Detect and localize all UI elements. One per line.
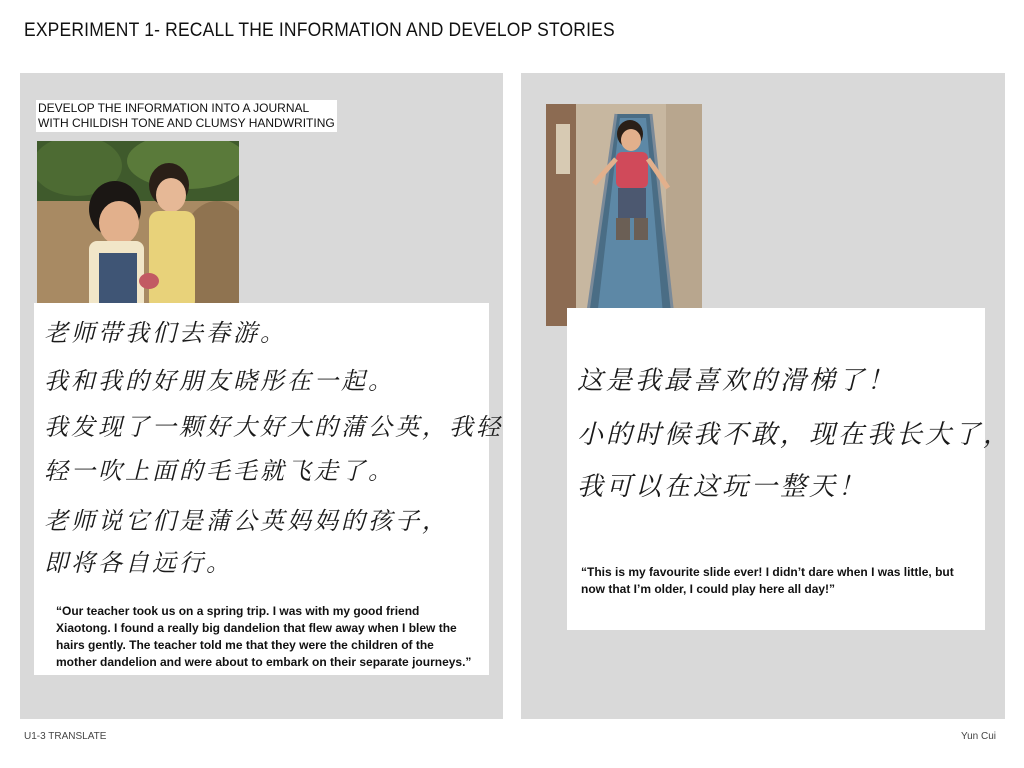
instruction-line-1: DEVELOP THE INFORMATION INTO A JOURNAL [38,101,310,115]
left-journal-card [34,303,503,675]
handwriting-line: 小的时候我不敢，现在我长大了， [577,420,1013,450]
handwriting-line: 我发现了一颗好大好大的蒲公英，我轻 [44,413,503,441]
handwriting-line: 即将各自远行。 [44,549,233,577]
handwriting-line: 这是我最喜欢的滑梯了！ [577,366,897,396]
handwriting-line: 我和我的好朋友晓彤在一起。 [44,367,395,395]
english-translation: “This is my favourite slide ever! I didn’t dare when I was little, but now that I’m older, I could play here all day!” [581,565,954,596]
instruction-line-2: WITH CHILDISH TONE AND CLUMSY HANDWRITING [38,116,335,130]
children-photo [37,141,239,319]
slide-photo [546,104,702,326]
page-title: EXPERIMENT 1- RECALL THE INFORMATION AND DEVELOP STORIES [24,20,615,41]
handwriting-line: 轻一吹上面的毛毛就飞走了。 [44,457,395,485]
handwriting-line: 我可以在这玩一整天！ [577,472,868,502]
english-translation: “Our teacher took us on a spring trip. I was with my good friend Xiaotong. I found a really big dandelion that flew away when I blew the hairs gently. The teacher told me that they were the children of the mother dandelion and were about to embark on their separate journeys.” [56,604,472,669]
instruction-label [36,100,337,132]
footer-unit-label: U1-3 TRANSLATE [24,731,107,742]
handwriting-line: 老师说它们是蒲公英妈妈的孩子， [44,507,449,535]
handwriting-line: 老师带我们去春游。 [44,319,287,347]
right-journal-card [567,308,1013,630]
footer-author: Yun Cui [960,731,996,742]
